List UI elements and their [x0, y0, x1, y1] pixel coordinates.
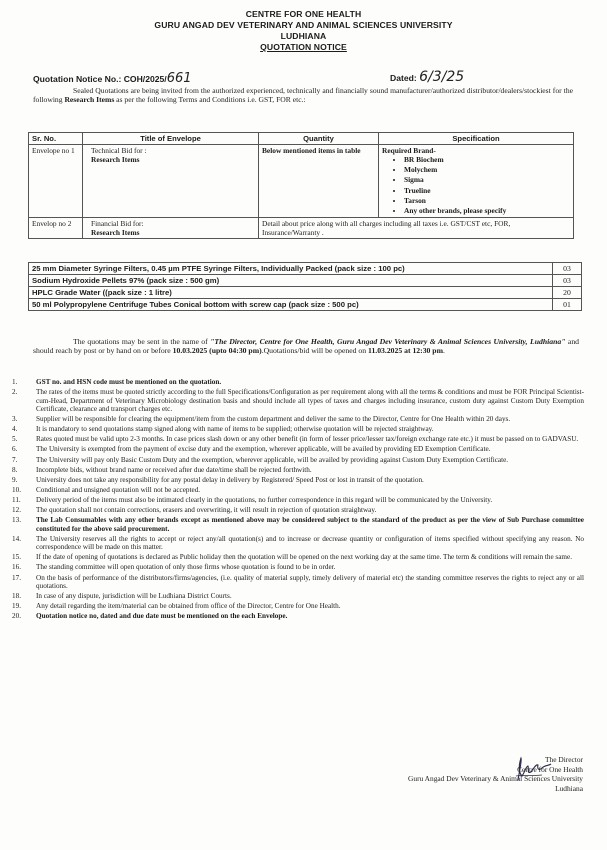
brand-item: • BR Biochem [404, 155, 570, 165]
term-item [12, 553, 584, 562]
term-number: 16. [12, 563, 21, 572]
send-text-2: and should reach by post or by hand on or before [33, 337, 580, 356]
term-number: 14. [12, 534, 21, 543]
terms-list [12, 378, 584, 622]
term-item [12, 592, 584, 601]
envelope-1-sr: Envelope no 1 [29, 145, 83, 218]
notice-number-label: Quotation Notice No.: COH/2025/ [33, 74, 167, 84]
term-number: 8. [12, 465, 18, 474]
term-number: 4. [12, 425, 18, 434]
intro-bold: Research Items [64, 95, 115, 105]
term-text: GST no. and HSN code must be mentioned on the quotation. [36, 378, 222, 386]
opening-datetime: 11.03.2025 at 12:30 pm [368, 346, 443, 356]
header-university: GURU ANGAD DEV VETERINARY AND ANIMAL SCIENCES UNIVERSITY [154, 20, 453, 30]
term-text: Incomplete bids, without brand name or received after due date/time shall be rejected forthwith. [36, 465, 312, 474]
term-text: In case of any dispute, jurisdiction will be Ludhiana District Courts. [36, 592, 232, 601]
envelope-2-sr: Envelop no 2 [29, 218, 83, 239]
term-text: The Lab Consumables with any other brands except as mentioned above may be considered subject to the standard of the product as per the view of Sub Purchase committee constituted for the above said procurement. [36, 516, 584, 533]
table-row [29, 263, 582, 275]
term-text: Any detail regarding the item/material can be obtained from office of the Director, Centre for One Health. [36, 602, 341, 611]
item-description: 25 mm Diameter Syringe Filters, 0.45 µm PTFE Syringe Filters, Individually Packed (pack size : 100 pc) [29, 263, 553, 275]
term-number: 11. [12, 495, 21, 504]
term-text: On the basis of performance of the distributors/firms/agencies, (i.e. quality of material supply, timely delivery of material etc) the standing committee reserves the rights to reject any or all quotations. [36, 573, 584, 590]
term-number: 3. [12, 415, 18, 424]
term-text: If the date of opening of quotations is declared as Public holiday then the quotation will be opened on the next working day at the same time. The term & conditions will remain the same. [36, 553, 573, 562]
submission-paragraph [33, 337, 579, 356]
send-text-4: . [442, 346, 445, 356]
brand-item: • Sigma [404, 175, 570, 185]
item-quantity: 01 [553, 299, 582, 311]
term-item [12, 466, 584, 475]
term-number: 2. [12, 388, 18, 397]
envelope-row-2 [29, 218, 574, 239]
term-text: It is mandatory to send quotations stamp signed along with name of items to be supplied; otherwise quotation will be rejected straightway. [36, 425, 434, 434]
send-text-1: The quotations may be sent in the name of [73, 337, 211, 346]
envelope-1-title-bold: Research Items [91, 155, 140, 164]
term-item [12, 425, 584, 434]
term-number: 7. [12, 455, 18, 464]
brand-item: • Molychem [404, 165, 570, 175]
term-text: The University will pay only Basic Custom Duty and the exemption, wherever applicable, will be availed by providing against Custom Duty Exemption Certificate. [36, 455, 509, 464]
term-text: Conditional and unsigned quotation will not be accepted. [36, 485, 201, 494]
term-text: The rates of the items must be quoted strictly according to the full Specifications/Configuration as per requirement along with all the terms & conditions and must be FOR Principal Scientist-cum-Head, Department of Veterinary Microbiology destination basis and should include all types of taxes and charges including insurance, custom duty against Custom Duty Exemption Certificate, clearance and transport charges etc. [36, 388, 584, 414]
term-item [12, 378, 584, 387]
term-text: The University is exempted from the payment of excise duty and the exemption, wherever applicable, will be availed by providing ED Exemption Certificate. [36, 445, 491, 454]
term-text: The quotation shall not contain corrections, erasers and overwriting, it will result in rejection of quotation straightway. [36, 506, 377, 515]
term-item [12, 574, 584, 591]
term-number: 19. [12, 602, 21, 611]
term-text: Supplier will be responsible for clearing the equipment/item from the custom department and deliver the same to the Director, Centre for One Health within 20 days. [36, 415, 511, 424]
envelope-table-header [29, 133, 574, 145]
term-number: 20. [12, 612, 21, 621]
item-description: 50 ml Polypropylene Centrifuge Tubes Conical bottom with screw cap (pack size : 500 pc) [29, 299, 553, 311]
envelope-2-specification: Detail about price along with all charges including all taxes i.e. GST/CST etc, FOR, Insurance/Warranty . [259, 218, 574, 239]
term-item [12, 415, 584, 424]
brand-item: • Any other brands, please specify [404, 206, 570, 216]
term-item [12, 506, 584, 515]
item-description: HPLC Grade Water ((pack size : 1 litre) [29, 287, 553, 299]
term-item [12, 476, 584, 485]
header-city: LUDHIANA [280, 31, 327, 41]
signatory-title: The Director [545, 755, 583, 764]
col-sr-no: Sr. No. [29, 133, 83, 145]
term-number: 5. [12, 435, 18, 444]
intro-paragraph [33, 86, 573, 105]
term-number: 12. [12, 506, 21, 515]
intro-text-end: as per the following Terms and Conditions i.e. GST, FOR etc.: [114, 95, 306, 105]
signatory-centre: Centre for One Health [517, 764, 583, 774]
table-row [29, 275, 582, 287]
term-item [12, 516, 584, 533]
header-notice-title: QUOTATION NOTICE [260, 42, 347, 52]
item-quantity: 03 [553, 263, 582, 275]
envelope-1-title-text: Technical Bid for : [91, 146, 147, 155]
term-number: 15. [12, 553, 21, 562]
notice-date-handwritten: 6/3/25 [419, 69, 465, 85]
term-number: 6. [12, 445, 18, 454]
envelope-2-title [83, 218, 259, 239]
term-number: 1. [12, 378, 18, 386]
table-row [29, 299, 582, 311]
notice-date [390, 69, 464, 85]
envelope-row-1 [29, 145, 574, 218]
col-title: Title of Envelope [83, 133, 259, 145]
term-number: 17. [12, 573, 21, 582]
submission-deadline: 10.03.2025 (upto 04:30 pm) [172, 346, 262, 356]
header-centre: CENTRE FOR ONE HEALTH [245, 9, 362, 19]
spec-heading: Required Brand- [382, 146, 436, 155]
term-text: University does not take any responsibility for any postal delay in delivery by Registered/ Speed Post or lost in transit of the quotation. [36, 475, 424, 484]
term-item [12, 388, 584, 414]
term-text: Delivery period of the items must also be intimated clearly in the quotations, no further correspondence in this regard will be communicated by the University. [36, 495, 493, 504]
envelope-table [28, 132, 574, 239]
signature-block [408, 755, 583, 793]
envelope-1-specification [379, 145, 574, 218]
brand-list [382, 155, 570, 216]
item-quantity: 20 [553, 287, 582, 299]
notice-number [33, 71, 192, 86]
term-item [12, 563, 584, 572]
envelope-2-title-text: Financial Bid for: [91, 219, 144, 229]
notice-date-label: Dated: [390, 73, 417, 83]
term-text: Quotation notice no, dated and due date must be mentioned on the each Envelope. [36, 612, 288, 621]
intro-text: Sealed Quotations are being invited from the authorized experienced, technically and financially sound manufacturer/authorized distributor/dealers/stockiest for the following [33, 86, 573, 105]
col-quantity: Quantity [259, 133, 379, 145]
addressee-name: "The Director, Centre for One Health, Guru Angad Dev Veterinary & Animal Sciences University, Ludhiana" [210, 337, 566, 346]
term-number: 13. [12, 516, 21, 525]
table-row [29, 287, 582, 299]
term-item [12, 496, 584, 505]
brand-item: • Tarson [404, 196, 570, 206]
item-description: Sodium Hydroxide Pellets 97% (pack size : 500 gm) [29, 275, 553, 287]
term-number: 10. [12, 485, 21, 494]
envelope-1-title [83, 145, 259, 218]
envelope-1-quantity: Below mentioned items in table [259, 145, 379, 218]
term-item [12, 435, 584, 444]
term-item [12, 486, 584, 495]
term-item [12, 456, 584, 465]
term-number: 9. [12, 475, 18, 484]
send-text-3: .Quotations/bid will be opened on [261, 346, 369, 356]
term-text: The University reserves all the rights to accept or reject any/all quotation(s) and to increase or decrease quantity or configuration of items specified without specifying any reason. No correspondence will be made on this matter. [36, 534, 584, 552]
envelope-2-title-bold: Research Items [91, 228, 140, 238]
notice-number-handwritten: 661 [166, 71, 192, 86]
brand-item: • Trueline [404, 186, 570, 196]
term-item [12, 445, 584, 454]
term-item [12, 612, 584, 621]
signatory-city: Ludhiana [555, 783, 583, 793]
term-item [12, 602, 584, 611]
item-quantity: 03 [553, 275, 582, 287]
col-specification: Specification [379, 133, 574, 145]
items-table [28, 262, 582, 311]
term-number: 18. [12, 592, 21, 601]
term-item [12, 535, 584, 552]
term-text: Rates quoted must be valid upto 2-3 months. In case prices slash down or any other benefit (in form of lesser price/lesser tax/foreign exchange rate etc.) it must be passed on to GADVASU. [36, 435, 579, 444]
signatory-university: Guru Angad Dev Veterinary & Animal Sciences University [408, 774, 583, 784]
term-text: The standing committee will open quotation of only those firms whose quotation is found to be in order. [36, 563, 336, 572]
